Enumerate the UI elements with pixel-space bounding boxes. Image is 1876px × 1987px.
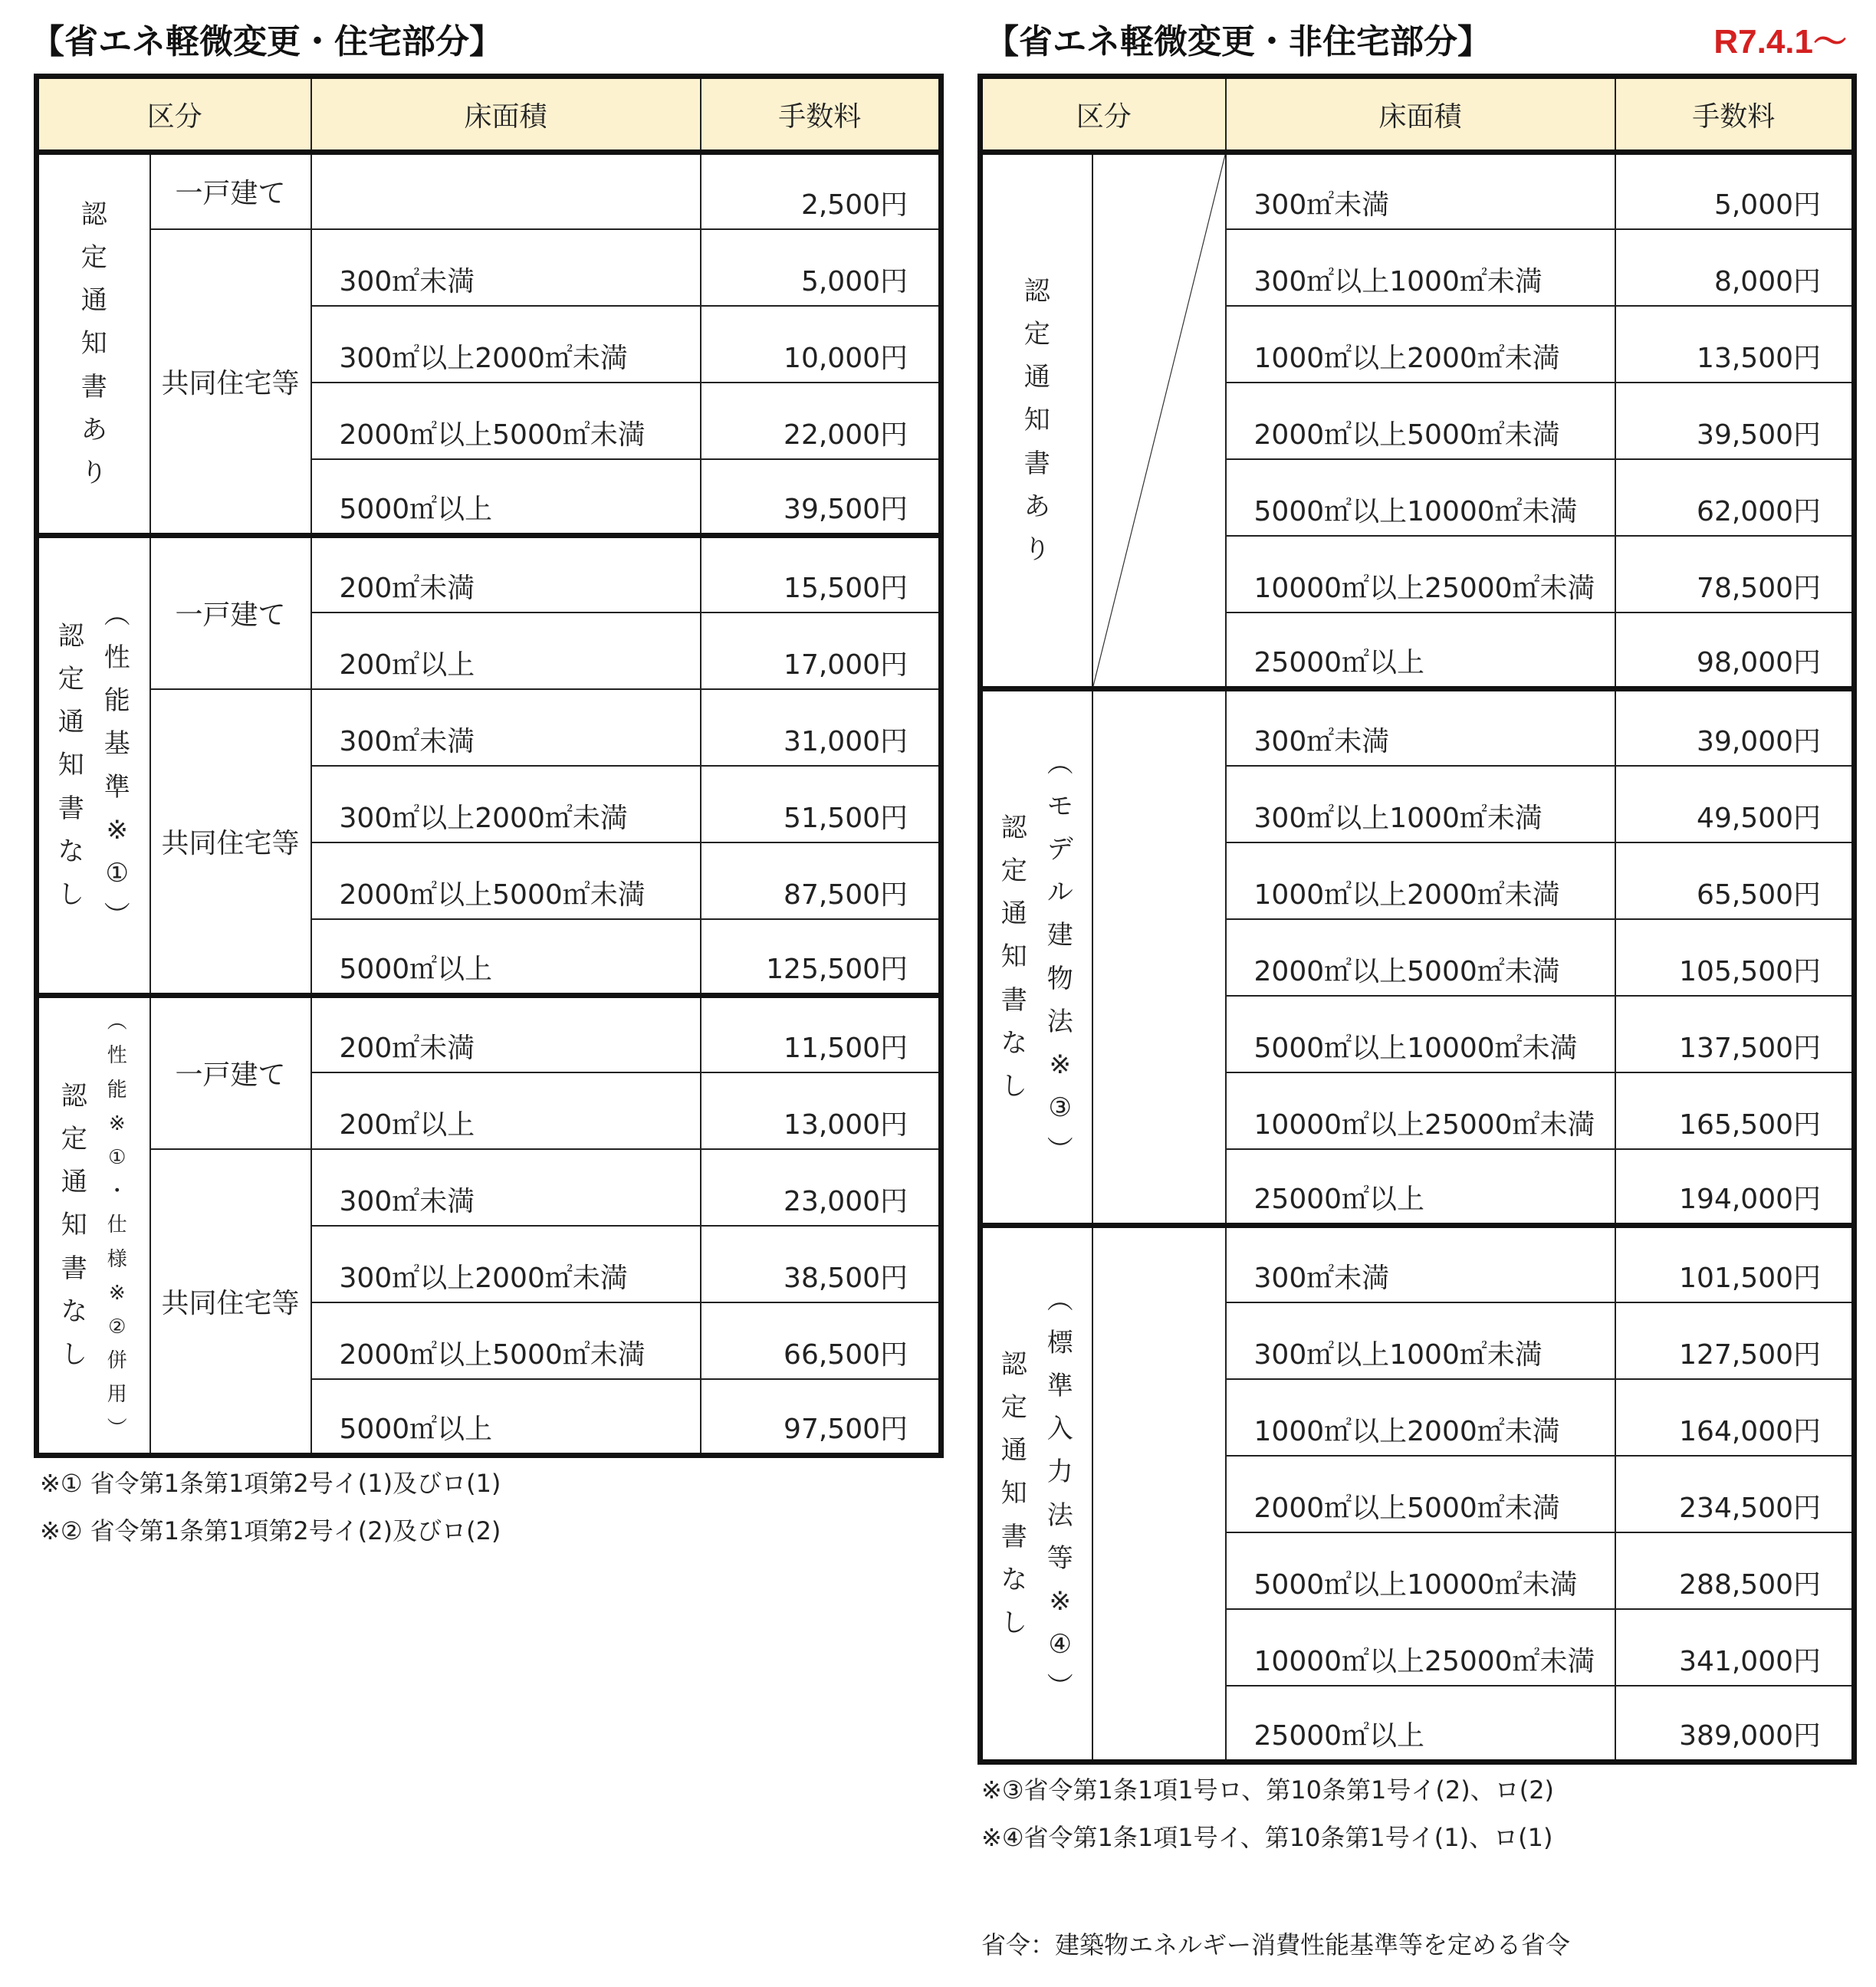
vertical-char: ③ xyxy=(1048,1092,1072,1123)
fee-amount: 65,500円 xyxy=(1615,842,1855,919)
floor-area: 2000㎡以上5000㎡未満 xyxy=(311,842,701,919)
floor-area: 10000㎡以上25000㎡未満 xyxy=(1226,1072,1615,1149)
floor-area: 300㎡未満 xyxy=(1226,689,1615,766)
fee-amount: 17,000円 xyxy=(701,613,941,689)
header-fee: 手数料 xyxy=(701,77,941,153)
header-kubun: 区分 xyxy=(981,77,1226,153)
detached-house-label: 一戸建て xyxy=(150,996,311,1149)
residential-title: 【省エネ軽微変更・住宅部分】 xyxy=(31,22,503,61)
floor-area: 5000㎡以上10000㎡未満 xyxy=(1226,459,1615,536)
vertical-char: ※ xyxy=(1049,1585,1071,1617)
vertical-char: ︵ xyxy=(107,1010,127,1034)
floor-area: 300㎡以上1000㎡未満 xyxy=(1226,1302,1615,1379)
vertical-char: ︵ xyxy=(1046,748,1073,780)
group-label-text xyxy=(58,615,84,916)
vertical-char: 定 xyxy=(61,1124,87,1155)
fee-amount: 164,000円 xyxy=(1615,1379,1855,1456)
group-label xyxy=(39,1005,149,1445)
vertical-char: ︵ xyxy=(1046,1285,1073,1316)
fee-amount: 11,500円 xyxy=(701,996,941,1072)
vertical-char: 性 xyxy=(107,1044,127,1068)
vertical-char: 能 xyxy=(103,685,130,717)
non-residential-fee-table xyxy=(977,74,1857,1765)
table-row xyxy=(37,689,941,766)
blank-category-cell xyxy=(1092,1226,1226,1762)
vertical-char: 通 xyxy=(1000,1435,1027,1466)
collective-housing-label: 共同住宅等 xyxy=(150,689,311,996)
group-label-cell xyxy=(37,996,150,1456)
header-area: 床面積 xyxy=(1226,77,1615,153)
fee-amount: 234,500円 xyxy=(1615,1456,1855,1532)
floor-area: 300㎡以上2000㎡未満 xyxy=(311,766,701,842)
vertical-char: 書 xyxy=(80,371,107,402)
vertical-char: 等 xyxy=(1046,1542,1073,1574)
fee-amount: 341,000円 xyxy=(1615,1609,1855,1686)
fee-amount: 87,500円 xyxy=(701,842,941,919)
vertical-char: 能 xyxy=(107,1078,127,1102)
floor-area: 200㎡以上 xyxy=(311,613,701,689)
vertical-char: 認 xyxy=(57,621,84,652)
fee-amount: 39,000円 xyxy=(1615,689,1855,766)
vertical-char: 書 xyxy=(1000,984,1027,1016)
floor-area: 300㎡以上2000㎡未満 xyxy=(311,306,701,383)
floor-area: 1000㎡以上2000㎡未満 xyxy=(1226,842,1615,919)
floor-area: 2000㎡以上5000㎡未満 xyxy=(1226,383,1615,459)
collective-housing-label: 共同住宅等 xyxy=(150,1149,311,1456)
fee-amount: 125,500円 xyxy=(701,919,941,996)
group-label-cell xyxy=(981,689,1092,1226)
floor-area: 2000㎡以上5000㎡未満 xyxy=(1226,919,1615,996)
vertical-char: な xyxy=(61,1296,87,1327)
vertical-char: 定 xyxy=(57,664,84,695)
vertical-char: 仕 xyxy=(107,1214,127,1237)
vertical-char: ︵ xyxy=(103,599,130,631)
group-label-text xyxy=(1001,1343,1027,1644)
fee-amount: 23,000円 xyxy=(701,1149,941,1226)
floor-area: 2000㎡以上5000㎡未満 xyxy=(311,1302,701,1379)
fee-amount: 15,500円 xyxy=(701,536,941,613)
floor-area: 300㎡未満 xyxy=(1226,153,1615,229)
vertical-char: ① xyxy=(105,857,129,888)
vertical-char: 通 xyxy=(1023,362,1050,393)
floor-area: 5000㎡以上10000㎡未満 xyxy=(1226,1532,1615,1609)
vertical-char: ・ xyxy=(107,1180,127,1204)
group-label-cell xyxy=(37,536,150,996)
vertical-char: り xyxy=(1023,534,1050,565)
floor-area: 5000㎡以上 xyxy=(311,459,701,536)
floor-area: 5000㎡以上10000㎡未満 xyxy=(1226,996,1615,1072)
vertical-char: デ xyxy=(1046,834,1073,865)
vertical-char: ︶ xyxy=(107,1417,127,1440)
fee-amount: 66,500円 xyxy=(701,1302,941,1379)
floor-area: 10000㎡以上25000㎡未満 xyxy=(1226,536,1615,613)
vertical-char: ル xyxy=(1046,877,1073,908)
diagonal-slash xyxy=(1093,155,1225,686)
fee-amount: 137,500円 xyxy=(1615,996,1855,1072)
vertical-char: 通 xyxy=(1000,898,1027,930)
vertical-char: 力 xyxy=(1046,1457,1073,1488)
fee-amount: 13,000円 xyxy=(701,1072,941,1149)
fee-amount: 39,500円 xyxy=(1615,383,1855,459)
fee-amount: 194,000円 xyxy=(1615,1149,1855,1226)
table-row xyxy=(37,996,941,1072)
table-row xyxy=(37,536,941,613)
header-area: 床面積 xyxy=(311,77,701,153)
floor-area: 200㎡以上 xyxy=(311,1072,701,1149)
vertical-char: あ xyxy=(80,414,107,445)
floor-area: 300㎡未満 xyxy=(311,689,701,766)
vertical-char: し xyxy=(61,1338,87,1370)
table-row xyxy=(981,1226,1855,1302)
floor-area: 2000㎡以上5000㎡未満 xyxy=(311,383,701,459)
vertical-char: ① xyxy=(108,1146,126,1170)
vertical-char: 知 xyxy=(57,750,84,781)
group-label xyxy=(983,1279,1092,1709)
group-sub-label xyxy=(107,1005,127,1445)
fee-amount: 8,000円 xyxy=(1615,229,1855,306)
floor-area: 25000㎡以上 xyxy=(1226,613,1615,689)
header-kubun: 区分 xyxy=(37,77,311,153)
vertical-char: 通 xyxy=(80,285,107,317)
vertical-char: 法 xyxy=(1046,1006,1073,1037)
vertical-char: 書 xyxy=(1023,448,1050,479)
vertical-char: 準 xyxy=(103,771,130,803)
floor-area: 1000㎡以上2000㎡未満 xyxy=(1226,1379,1615,1456)
vertical-char: 標 xyxy=(1046,1328,1073,1359)
vertical-char: 認 xyxy=(1000,813,1027,844)
footnote-3: ※③省令第1条1項1号ロ、第10条第1号イ(2)、ロ(2) xyxy=(981,1775,1555,1805)
vertical-char: な xyxy=(1000,1564,1027,1595)
vertical-char: な xyxy=(1000,1027,1027,1059)
fee-amount: 10,000円 xyxy=(701,306,941,383)
vertical-char: ④ xyxy=(1048,1628,1072,1660)
fee-amount: 39,500円 xyxy=(701,459,941,536)
floor-area: 300㎡以上1000㎡未満 xyxy=(1226,229,1615,306)
fee-amount: 288,500円 xyxy=(1615,1532,1855,1609)
vertical-char: 認 xyxy=(1000,1349,1027,1381)
footnote-4: ※④省令第1条1項1号イ、第10条第1号イ(1)、ロ(1) xyxy=(981,1823,1553,1852)
vertical-char: 知 xyxy=(1023,405,1050,436)
fee-amount: 22,000円 xyxy=(701,383,941,459)
vertical-char: 書 xyxy=(1000,1521,1027,1552)
vertical-char: 認 xyxy=(61,1081,87,1112)
floor-area: 200㎡未満 xyxy=(311,536,701,613)
vertical-char: 様 xyxy=(107,1247,127,1271)
detached-house-label: 一戸建て xyxy=(150,536,311,689)
header-fee: 手数料 xyxy=(1615,77,1855,153)
vertical-char: 定 xyxy=(80,242,107,274)
group-label-text xyxy=(81,193,107,494)
vertical-char: 入 xyxy=(1046,1414,1073,1445)
floor-area: 2000㎡以上5000㎡未満 xyxy=(1226,1456,1615,1532)
group-label xyxy=(39,193,149,494)
floor-area: 300㎡以上2000㎡未満 xyxy=(311,1226,701,1302)
vertical-char: 定 xyxy=(1023,319,1050,350)
floor-area: 300㎡未満 xyxy=(311,229,701,306)
vertical-char: 物 xyxy=(1046,963,1073,994)
detached-house-label: 一戸建て xyxy=(150,153,311,229)
vertical-char: 認 xyxy=(1023,276,1050,307)
vertical-char: 基 xyxy=(103,728,130,760)
fee-amount: 78,500円 xyxy=(1615,536,1855,613)
vertical-char: 併 xyxy=(107,1349,127,1373)
fee-amount: 98,000円 xyxy=(1615,613,1855,689)
vertical-char: り xyxy=(80,457,107,488)
floor-area xyxy=(311,153,701,229)
vertical-char: ② xyxy=(108,1315,126,1338)
collective-housing-label: 共同住宅等 xyxy=(150,229,311,536)
vertical-char: あ xyxy=(1023,491,1050,522)
ordinance-definition: 省令：建築物エネルギー消費性能基準等を定める省令 xyxy=(981,1930,1571,1959)
floor-area: 25000㎡以上 xyxy=(1226,1686,1615,1762)
fee-amount: 51,500円 xyxy=(701,766,941,842)
group-label-text xyxy=(1024,270,1050,571)
group-label-cell xyxy=(981,1226,1092,1762)
vertical-char: ︶ xyxy=(1046,1135,1073,1166)
vertical-char: 用 xyxy=(107,1383,127,1407)
floor-area: 200㎡未満 xyxy=(311,996,701,1072)
table-row xyxy=(37,229,941,306)
fee-amount: 62,000円 xyxy=(1615,459,1855,536)
table-row xyxy=(37,1149,941,1226)
floor-area: 300㎡未満 xyxy=(311,1149,701,1226)
vertical-char: 認 xyxy=(80,199,107,231)
residential-fee-table xyxy=(34,74,944,1458)
group-label-text xyxy=(1001,806,1027,1108)
vertical-char: 定 xyxy=(1000,1392,1027,1424)
fee-amount: 2,500円 xyxy=(701,153,941,229)
vertical-char: 書 xyxy=(61,1253,87,1284)
vertical-char: し xyxy=(1000,1070,1027,1102)
footnote-2: ※② 省令第1条第1項第2号イ(2)及びロ(2) xyxy=(40,1516,501,1545)
floor-area: 300㎡未満 xyxy=(1226,1226,1615,1302)
table-row xyxy=(37,153,941,229)
floor-area: 5000㎡以上 xyxy=(311,1379,701,1456)
group-label xyxy=(983,270,1092,571)
vertical-char: 定 xyxy=(1000,856,1027,887)
fee-amount: 97,500円 xyxy=(701,1379,941,1456)
vertical-char: ※ xyxy=(1049,1049,1071,1080)
fee-amount: 38,500円 xyxy=(701,1226,941,1302)
vertical-char: 書 xyxy=(57,793,84,824)
vertical-char: な xyxy=(57,836,84,867)
vertical-char: 準 xyxy=(1046,1371,1073,1402)
group-label-text xyxy=(61,1075,87,1376)
vertical-char: 知 xyxy=(1000,1478,1027,1509)
table-header-row xyxy=(981,77,1855,153)
vertical-char: ※ xyxy=(108,1281,126,1305)
fee-amount: 165,500円 xyxy=(1615,1072,1855,1149)
fee-amount: 49,500円 xyxy=(1615,766,1855,842)
group-label-cell xyxy=(981,153,1092,689)
fee-amount: 105,500円 xyxy=(1615,919,1855,996)
vertical-char: ︶ xyxy=(1046,1671,1073,1703)
group-sub-label xyxy=(1047,742,1073,1172)
vertical-char: し xyxy=(1000,1607,1027,1638)
fee-amount: 127,500円 xyxy=(1615,1302,1855,1379)
vertical-char: 知 xyxy=(1000,941,1027,973)
blank-category-cell xyxy=(1092,153,1226,689)
vertical-char: 知 xyxy=(61,1210,87,1241)
vertical-char: ※ xyxy=(106,814,128,846)
vertical-char: 性 xyxy=(103,642,130,674)
fee-amount: 5,000円 xyxy=(701,229,941,306)
group-label xyxy=(983,742,1092,1172)
floor-area: 10000㎡以上25000㎡未満 xyxy=(1226,1609,1615,1686)
vertical-char: モ xyxy=(1046,791,1073,823)
floor-area: 300㎡以上1000㎡未満 xyxy=(1226,766,1615,842)
vertical-char: ※ xyxy=(108,1112,126,1135)
non-residential-title: 【省エネ軽微変更・非住宅部分】 xyxy=(985,22,1491,61)
group-sub-label xyxy=(1047,1279,1073,1709)
vertical-char: し xyxy=(57,879,84,910)
floor-area: 1000㎡以上2000㎡未満 xyxy=(1226,306,1615,383)
vertical-char: 知 xyxy=(80,328,107,360)
floor-area: 5000㎡以上 xyxy=(311,919,701,996)
group-sub-label xyxy=(104,593,130,938)
table-row xyxy=(981,689,1855,766)
vertical-char: 通 xyxy=(57,707,84,738)
group-label-cell xyxy=(37,153,150,536)
fee-amount: 389,000円 xyxy=(1615,1686,1855,1762)
footnote-1: ※① 省令第1条第1項第2号イ(1)及びロ(1) xyxy=(40,1469,501,1498)
vertical-char: ︶ xyxy=(103,900,130,931)
fee-amount: 101,500円 xyxy=(1615,1226,1855,1302)
vertical-char: 法 xyxy=(1046,1499,1073,1531)
floor-area: 25000㎡以上 xyxy=(1226,1149,1615,1226)
effective-date: R7.4.1～ xyxy=(1713,23,1847,61)
group-label xyxy=(39,593,149,938)
fee-amount: 5,000円 xyxy=(1615,153,1855,229)
table-row xyxy=(981,153,1855,229)
vertical-char: 通 xyxy=(61,1167,87,1198)
table-header-row xyxy=(37,77,941,153)
fee-amount: 31,000円 xyxy=(701,689,941,766)
vertical-char: 建 xyxy=(1046,920,1073,951)
diagonal-line xyxy=(1093,155,1225,686)
blank-category-cell xyxy=(1092,689,1226,1226)
fee-amount: 13,500円 xyxy=(1615,306,1855,383)
